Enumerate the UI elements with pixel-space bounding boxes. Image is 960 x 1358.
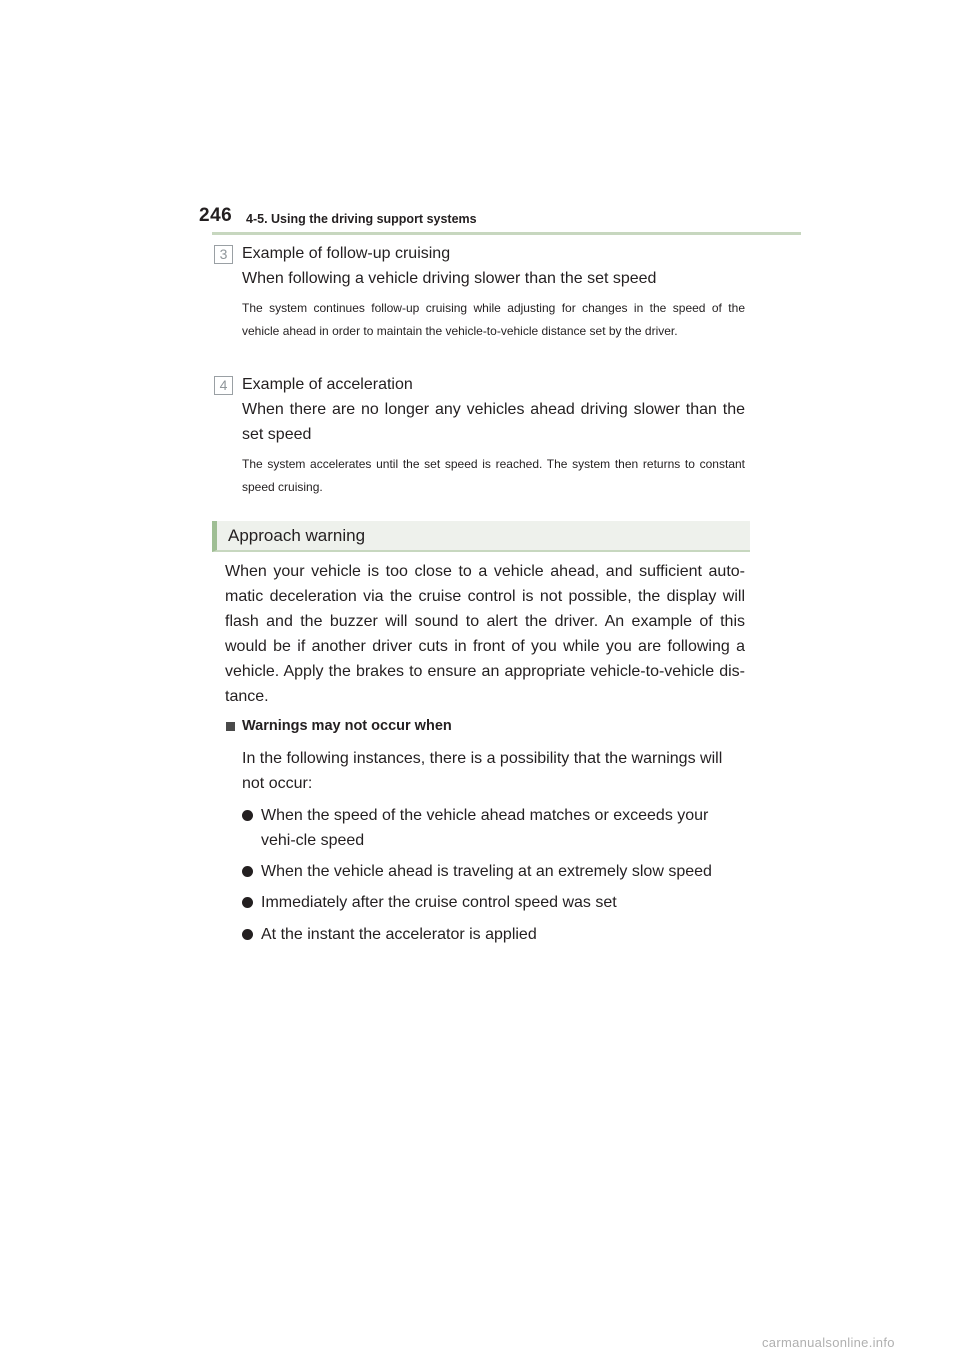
bullet-dot-icon xyxy=(242,810,253,821)
bullet-dot-icon xyxy=(242,897,253,908)
warnings-intro: In the following instances, there is a possibility that the warnings will not occur: xyxy=(242,750,723,792)
header-divider xyxy=(212,232,801,235)
warnings-subheading: Warnings may not occur when xyxy=(242,718,452,734)
watermark: carmanualsonline.info xyxy=(762,1335,895,1350)
step-4-note: The system accelerates until the set speed is reached. The system then returns to constant speed cruising. xyxy=(242,457,745,494)
approach-warning-header xyxy=(212,521,750,552)
step-4-subtitle: When there are no longer any vehicles ahead driving slower than the set speed xyxy=(242,401,745,443)
warning-bullet-2: When the vehicle ahead is traveling at an extremely slow speed xyxy=(261,863,712,880)
warning-bullet-1: When the speed of the vehicle ahead matches or exceeds your vehi-cle speed xyxy=(261,807,709,849)
step-3-title: Example of follow-up cruising xyxy=(242,245,451,262)
page-number: 246 xyxy=(199,205,233,226)
step-4-badge: 4 xyxy=(214,376,233,395)
warning-bullet-4: At the instant the accelerator is applied xyxy=(261,926,537,943)
approach-warning-body: When your vehicle is too close to a vehicle ahead, and sufficient auto-matic deceleration via the cruise control is not possible, the display will flash and the buzzer will sound to alert the driver. An example of this would be if another driver cuts in front of you while you are following a vehicle. Apply the brakes to ensure an appropriate vehicle-to-vehicle dis-tance. xyxy=(225,563,745,705)
bullet-dot-icon xyxy=(242,866,253,877)
approach-warning-title: Approach warning xyxy=(228,526,366,545)
step-4-title: Example of acceleration xyxy=(242,376,413,393)
section-title: 4-5. Using the driving support systems xyxy=(246,212,477,226)
square-bullet-icon xyxy=(226,722,235,731)
step-3-subtitle: When following a vehicle driving slower than the set speed xyxy=(242,270,657,287)
warning-bullet-3: Immediately after the cruise control speed was set xyxy=(261,894,617,911)
bullet-dot-icon xyxy=(242,929,253,940)
step-3-note: The system continues follow-up cruising while adjusting for changes in the speed of the vehicle ahead in order to maintain the vehicle-to-vehicle distance set by the driver. xyxy=(242,301,745,338)
step-3-badge: 3 xyxy=(214,245,233,264)
